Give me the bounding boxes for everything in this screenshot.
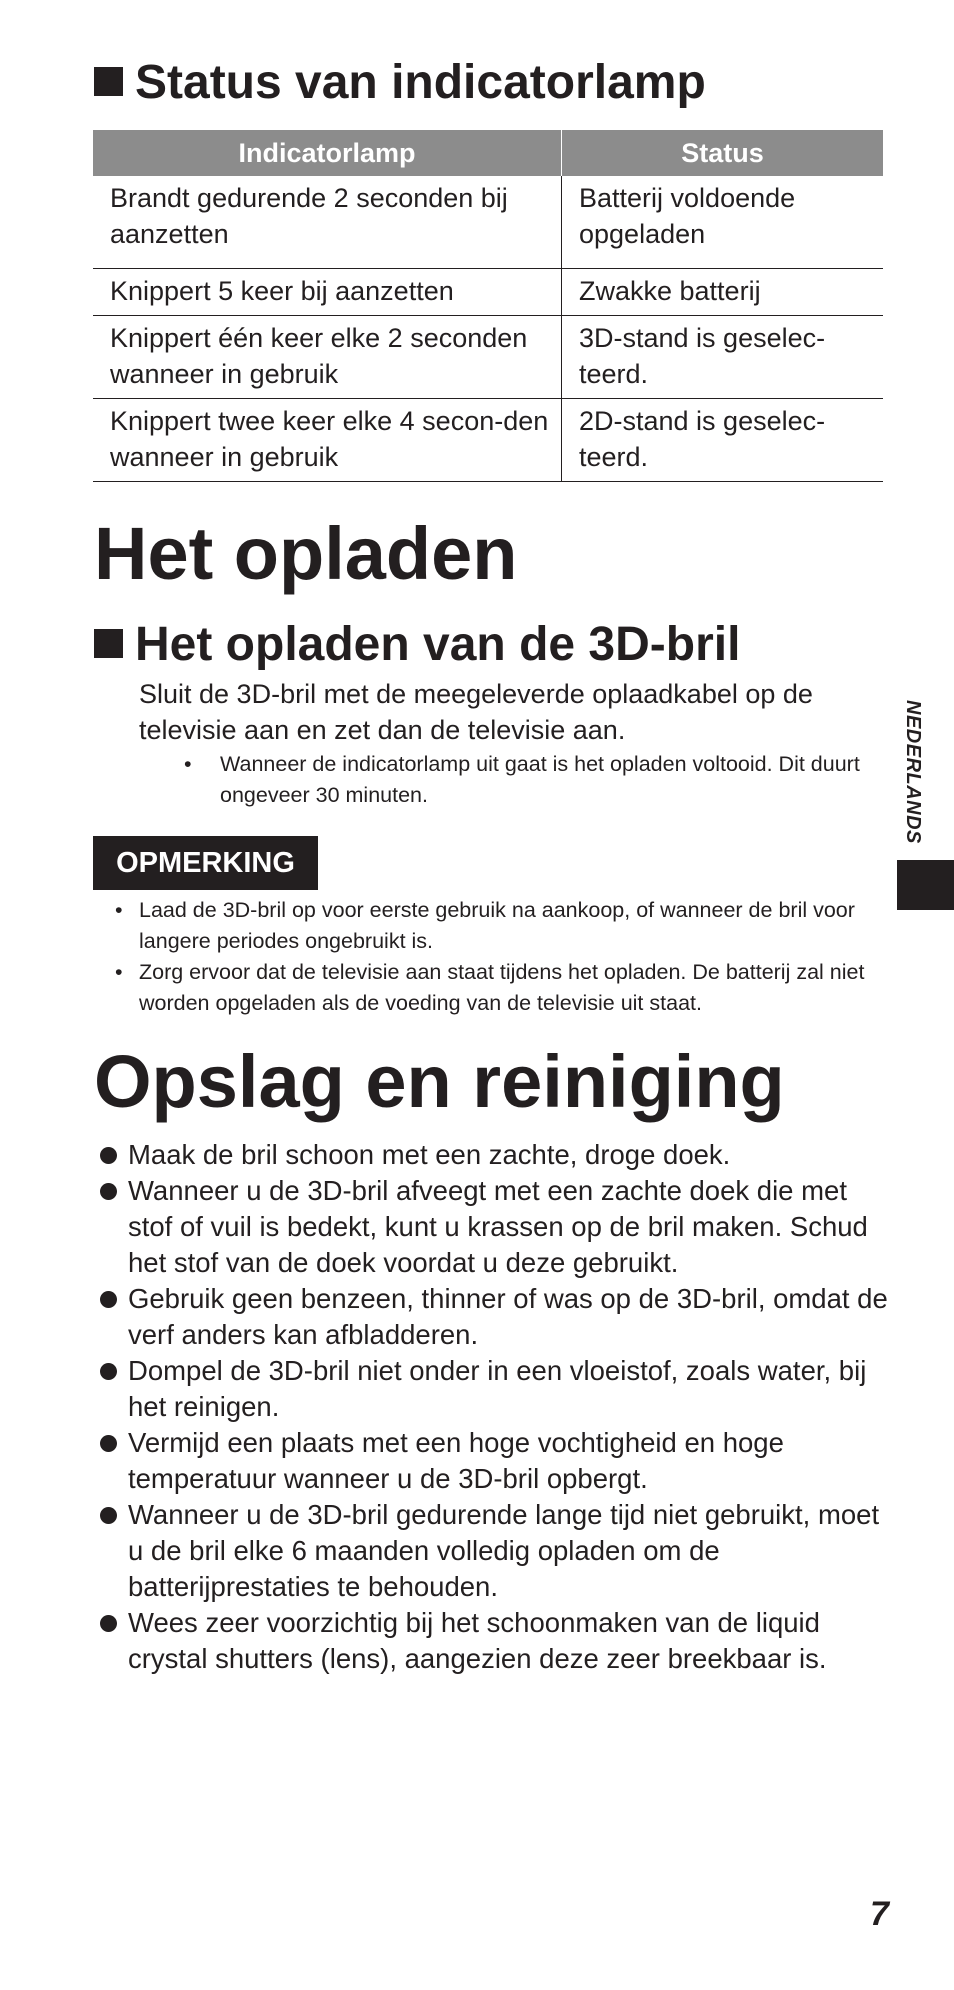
list-item-text: Wanneer u de 3D-bril afveegt met een zachte doek die met stof of vuil is bedekt, kunt u krassen op de bril maken. Schud het stof van de doek voordat u deze gebruikt. (128, 1175, 868, 1278)
bullet-text: Wanneer de indicatorlamp uit gaat is het opladen voltooid. Dit duurt ongeveer 30 minuten. (220, 752, 860, 807)
bullet-dot-icon (100, 1291, 117, 1308)
list-item (94, 1605, 894, 1677)
table-cell: Batterij voldoende opgeladen (562, 176, 884, 269)
table-header-status: Status (562, 130, 884, 176)
bullet-dot-icon (100, 1435, 117, 1452)
bullet-dot-icon: • (115, 960, 123, 984)
bullet-dot-icon: • (184, 752, 192, 776)
note-label: OPMERKING (93, 836, 318, 890)
heading-storage-cleaning: Opslag en reiniging (94, 1040, 785, 1123)
list-item (93, 957, 893, 1019)
bullet-dot-icon (100, 1183, 117, 1200)
list-item (94, 1137, 894, 1173)
table-header-row (93, 130, 883, 176)
table-cell: 2D-stand is geselec-teerd. (562, 399, 884, 482)
bullet-dot-icon (100, 1147, 117, 1164)
indicator-status-table (93, 130, 883, 482)
language-tab-marker (897, 860, 954, 910)
list-item-text: Dompel de 3D-bril niet onder in een vloeistof, zoals water, bij het reinigen. (128, 1355, 867, 1422)
bullet-dot-icon: • (115, 898, 123, 922)
heading-charging: Het opladen (94, 512, 518, 595)
charging-bullet-list (162, 749, 882, 811)
note-text: Laad de 3D-bril op voor eerste gebruik na aankoop, of wanneer de bril voor langere periodes ongebruikt is. (139, 898, 855, 953)
list-item (162, 749, 882, 811)
list-item (94, 1425, 894, 1497)
square-bullet-icon (94, 67, 123, 96)
note-text: Zorg ervoor dat de televisie aan staat tijdens het opladen. De batterij zal niet worden opgeladen als de voeding van de televisie uit staat. (139, 960, 865, 1015)
table-row (93, 269, 883, 316)
list-item (94, 1353, 894, 1425)
storage-list (94, 1137, 894, 1677)
table-cell: 3D-stand is geselec-teerd. (562, 316, 884, 399)
section-subtitle: Het opladen van de 3D-bril (135, 618, 741, 671)
table-cell: Knippert één keer elke 2 seconden wanneer in gebruik (93, 316, 562, 399)
page-number: 7 (870, 1895, 889, 1933)
table-cell: Zwakke batterij (562, 269, 884, 316)
language-side-label (897, 700, 927, 850)
list-item-text: Wanneer u de 3D-bril gedurende lange tijd niet gebruikt, moet u de bril elke 6 maanden volledig opladen om de batterijprestaties te behouden. (128, 1499, 880, 1602)
section-heading-charging-glasses (94, 617, 740, 673)
language-label-text: NEDERLANDS (902, 700, 924, 844)
table-cell: Knippert twee keer elke 4 secon-den wanneer in gebruik (93, 399, 562, 482)
charging-paragraph: Sluit de 3D-bril met de meegeleverde oplaadkabel op de televisie aan en zet dan de televisie aan. (139, 679, 813, 745)
table-header-indicator: Indicatorlamp (93, 130, 562, 176)
list-item (93, 895, 893, 957)
bullet-dot-icon (100, 1507, 117, 1524)
bullet-dot-icon (100, 1615, 117, 1632)
table-row (93, 316, 883, 399)
bullet-dot-icon (100, 1363, 117, 1380)
table-cell: Knippert 5 keer bij aanzetten (93, 269, 562, 316)
list-item (94, 1173, 894, 1281)
section-title: Status van indicatorlamp (135, 56, 706, 109)
list-item-text: Vermijd een plaats met een hoge vochtigheid en hoge temperatuur wanneer u de 3D-bril opbergt. (128, 1427, 784, 1494)
table-row (93, 176, 883, 269)
list-item-text: Maak de bril schoon met een zachte, droge doek. (128, 1139, 731, 1170)
note-list (93, 895, 893, 1019)
section-heading-status (94, 55, 706, 111)
list-item (94, 1497, 894, 1605)
table-cell: Brandt gedurende 2 seconden bij aanzetten (93, 176, 562, 269)
table-row (93, 399, 883, 482)
list-item-text: Gebruik geen benzeen, thinner of was op de 3D-bril, omdat de verf anders kan afbladderen. (128, 1283, 888, 1350)
list-item (94, 1281, 894, 1353)
square-bullet-icon (94, 629, 123, 658)
list-item-text: Wees zeer voorzichtig bij het schoonmaken van de liquid crystal shutters (lens), aangezien deze zeer breekbaar is. (128, 1607, 827, 1674)
